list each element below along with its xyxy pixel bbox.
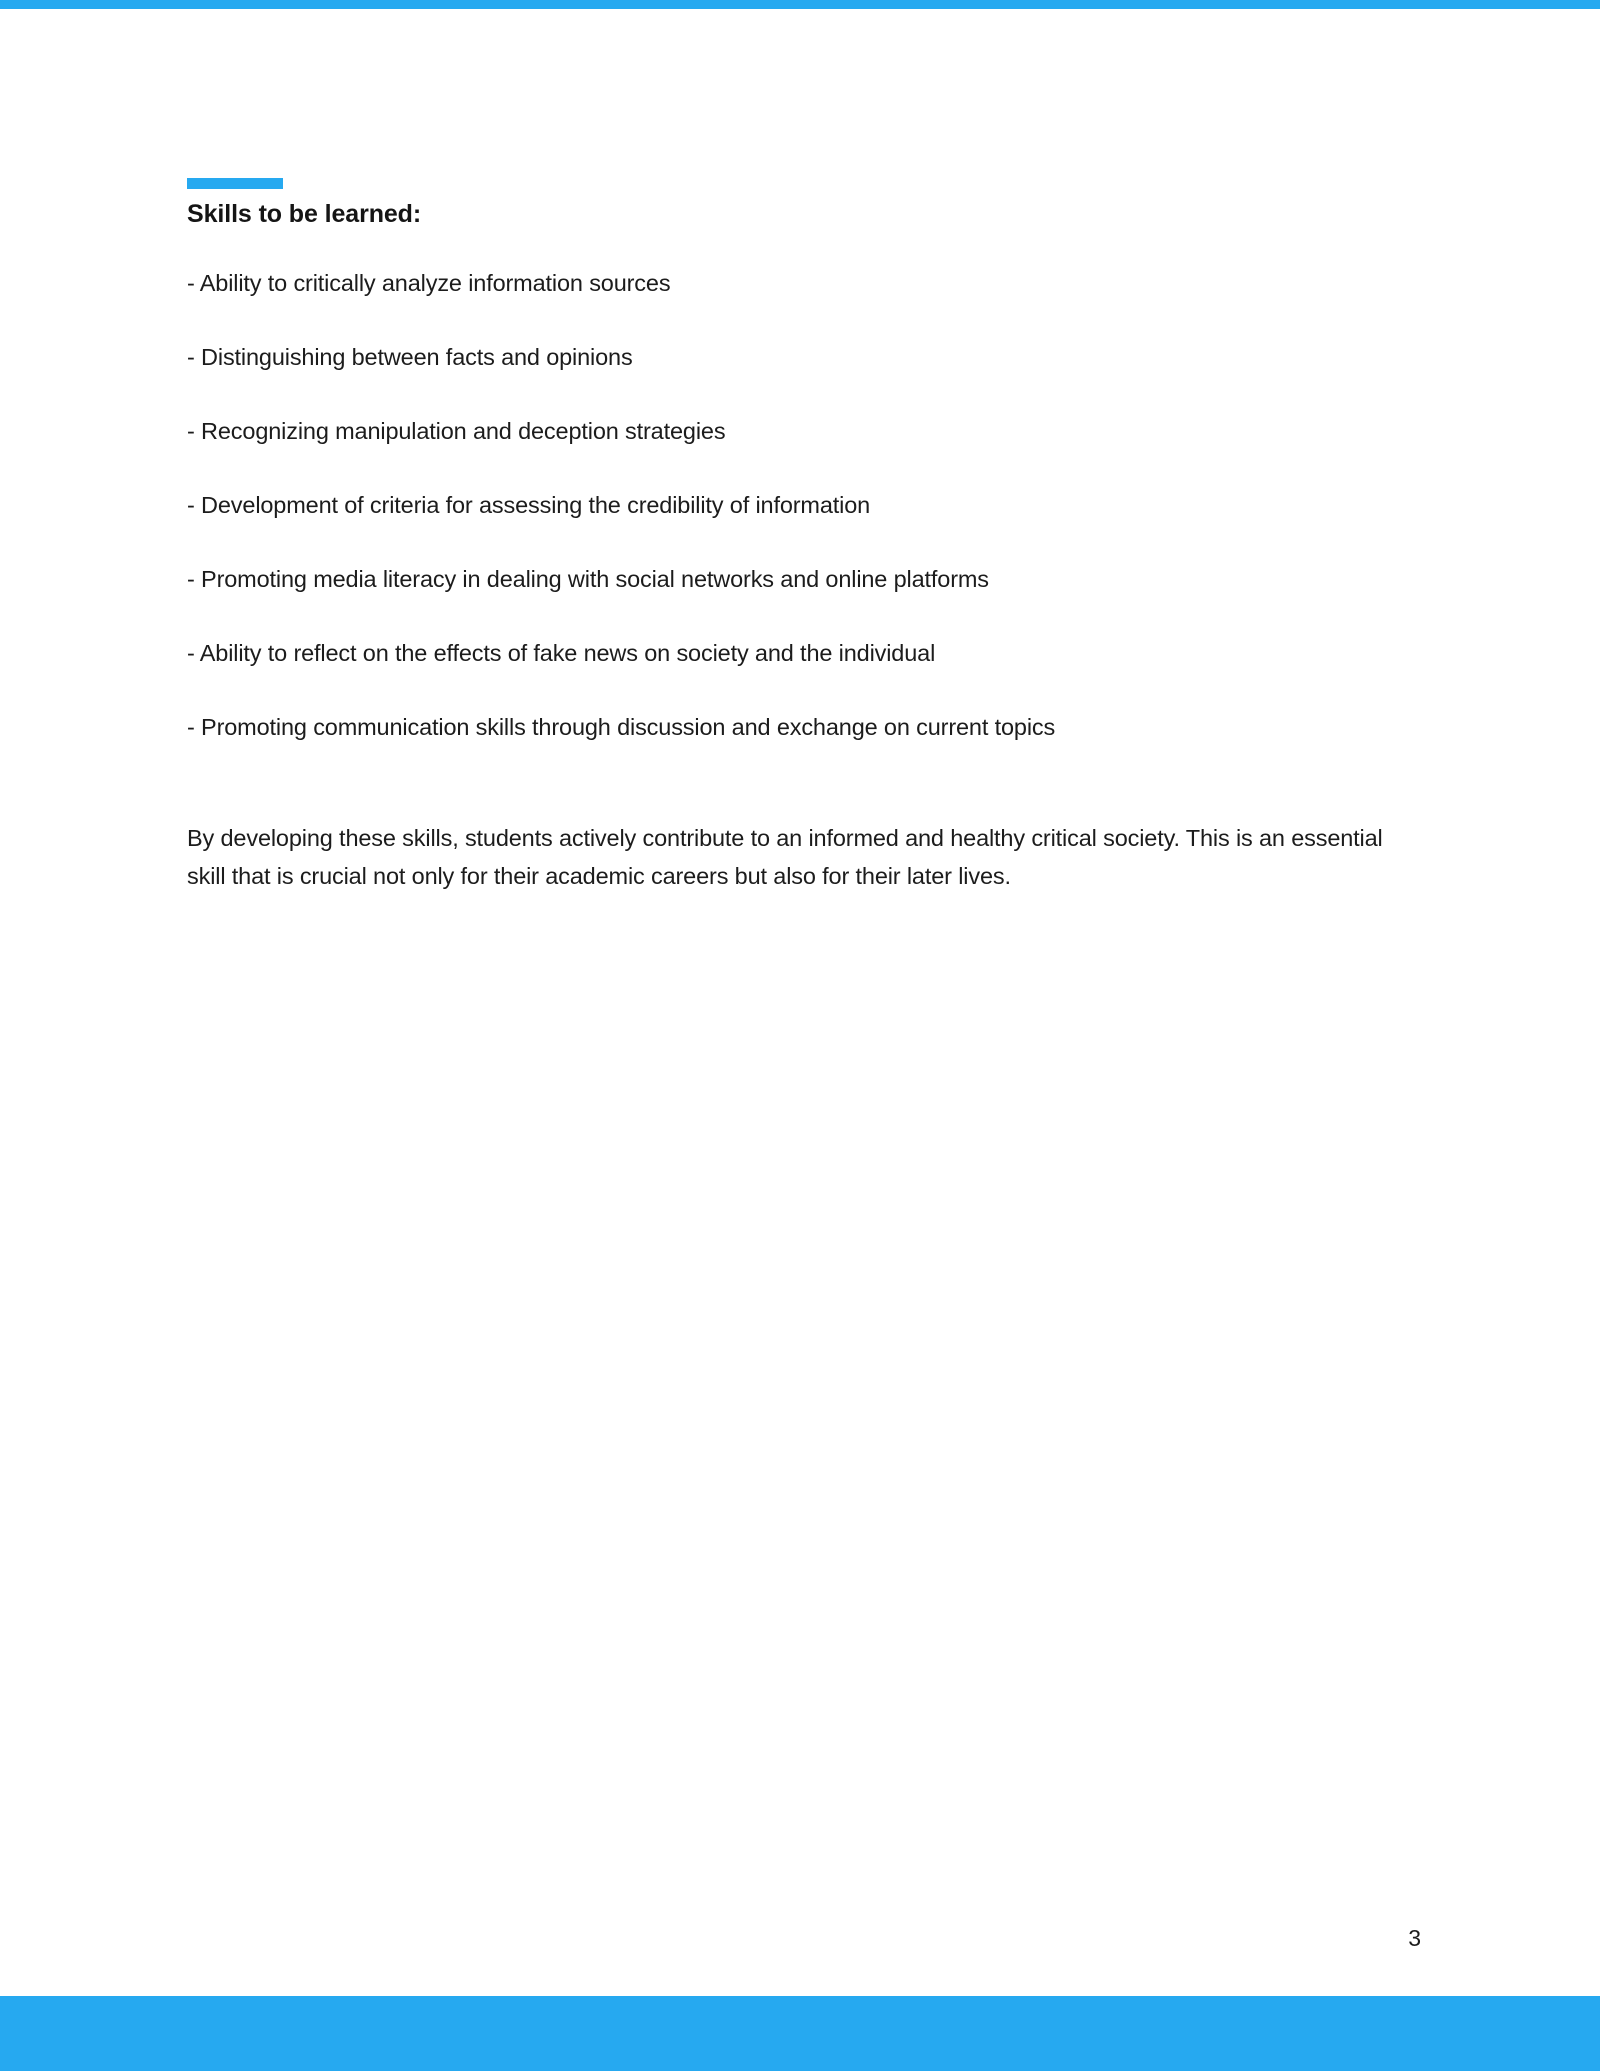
bottom-accent-bar bbox=[0, 1996, 1600, 2071]
section-heading: Skills to be learned: bbox=[187, 200, 422, 228]
list-item: - Ability to critically analyze information sources bbox=[187, 269, 671, 296]
list-item: - Promoting media literacy in dealing with social networks and online platforms bbox=[187, 566, 989, 592]
list-item: - Promoting communication skills through discussion and exchange on current topics bbox=[187, 714, 1056, 741]
skills-list bbox=[187, 266, 1427, 744]
list-item: - Development of criteria for assessing the credibility of information bbox=[187, 491, 871, 518]
heading-accent-bar bbox=[187, 178, 283, 189]
closing-paragraph: By developing these skills, students actively contribute to an informed and healthy critical society. This is an essential skill that is crucial not only for their academic careers but also for their later lives. bbox=[187, 825, 1383, 890]
list-item: - Recognizing manipulation and deception strategies bbox=[187, 417, 726, 444]
list-item: - Distinguishing between facts and opinions bbox=[187, 343, 633, 370]
top-accent-bar bbox=[0, 0, 1600, 9]
page-content bbox=[187, 178, 1427, 895]
list-item: - Ability to reflect on the effects of fake news on society and the individual bbox=[187, 640, 936, 667]
page-number: 3 bbox=[1408, 1925, 1421, 1951]
